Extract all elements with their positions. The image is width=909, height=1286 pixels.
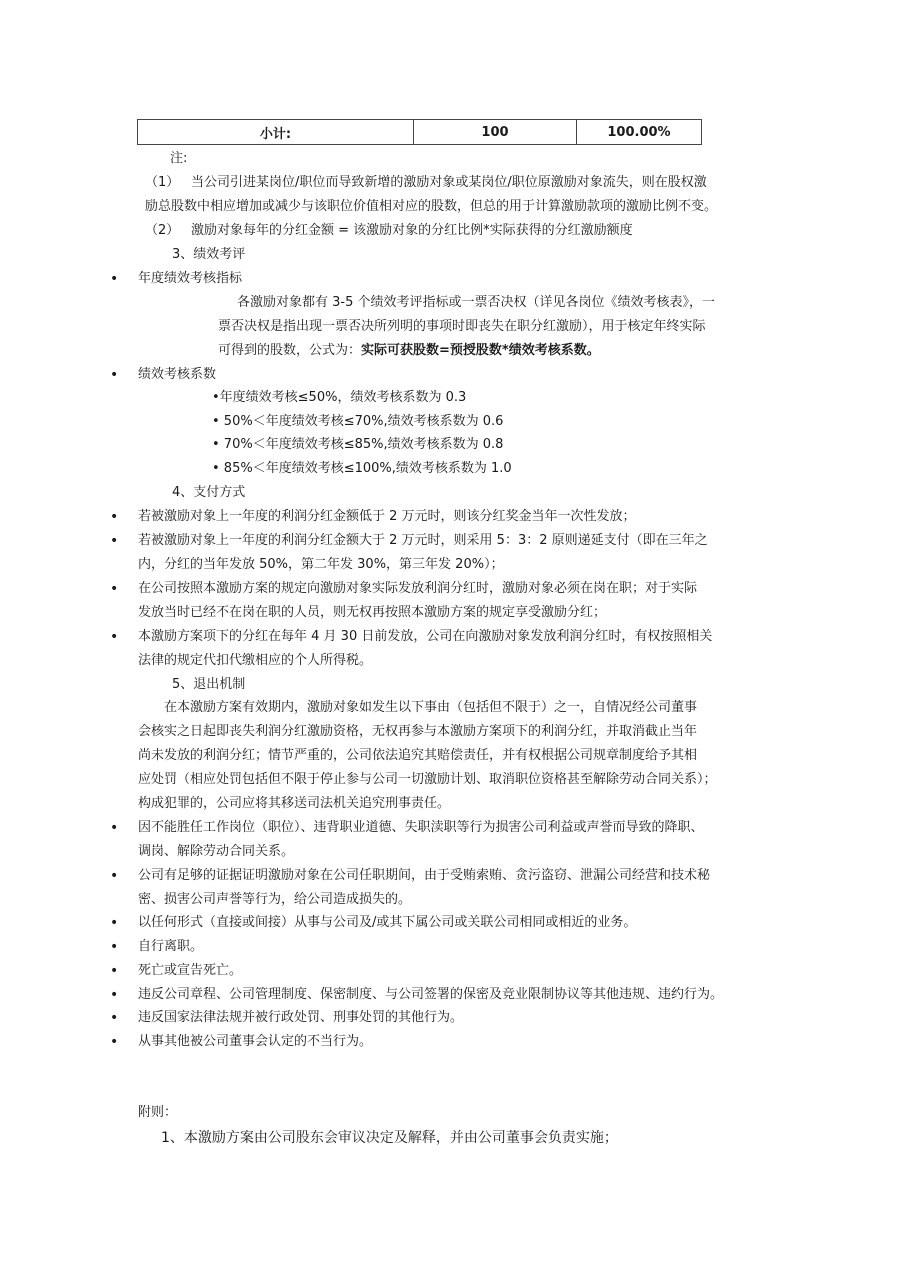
appendix-item-1: 1、本激励方案由公司股东会审议决定及解释，并由公司董事会负责实施； [161,1130,618,1146]
bullet-icon: • [110,868,119,884]
bullet-icon: • [110,987,119,1003]
section-3-title: 3、绩效考评 [172,247,246,262]
bullet-icon: • [110,915,119,931]
s5-bullet-5: 死亡或宣告死亡。 [138,963,243,978]
bullet-icon: • [110,367,119,383]
appendix-title: 附则： [138,1105,178,1120]
notes-heading: 注: [170,151,188,166]
bullet-icon: • [110,629,119,645]
s3-para-line-1: 各激励对象都有 3-5 个绩效考评指标或一票否决权（详见各岗位《绩效考核表》，一 [237,295,715,310]
s4-bullet-2-line-2: 内，分红的当年发放 50%，第二年发 30%，第三年发 20%）； [138,557,504,572]
coef-line-2: • 50%＜年度绩效考核≤70%,绩效考核系数为 0.6 [212,414,504,429]
bullet-icon: • [110,963,119,979]
s3-formula-bold: 实际可获股数=预授股数*绩效考核系数。 [361,343,600,358]
note-1-line-1: 当公司引进某岗位/职位而导致新增的激励对象或某岗位/职位原激励对象流失，则在股权激 [191,175,707,190]
table-row [138,120,702,145]
note-2-text: 激励对象每年的分红金额 = 该激励对象的分红比例*实际获得的分红激励额度 [191,223,633,238]
s4-bullet-3-line-2: 发放当时已经不在岗在职的人员，则无权再按照本激励方案的规定享受激励分红； [138,605,607,620]
s5-bullet-2-line-2: 密、损害公司声誉等行为，给公司造成损失的。 [138,892,412,907]
s5-bullet-3: 以任何形式（直接或间接）从事与公司及/或其下属公司或关联公司相同或相近的业务。 [138,915,637,930]
s5-bullet-2-line-1: 公司有足够的证据证明激励对象在公司任职期间，由于受贿索贿、贪污盗窃、泄漏公司经营和技术秘 [138,868,711,883]
bullet-icon: • [110,1010,119,1026]
s5-para-line-4: 应处罚（相应处罚包括但不限于停止参与公司一切激励计划、取消职位资格甚至解除劳动合同关系）； [138,772,717,787]
section-4-title: 4、支付方式 [172,485,246,500]
coef-line-1: •年度绩效考核≤50%，绩效考核系数为 0.3 [212,390,467,405]
s4-bullet-4-line-1: 本激励方案项下的分红在每年 4 月 30 日前发放，公司在向激励对象发放利润分红时，有权按照相关 [138,629,713,644]
note-1-line-2: 励总股数中相应增加或减少与该职位价值相对应的股数，但总的用于计算激励款项的激励比例不变。 [145,199,718,214]
s5-bullet-6: 违反公司章程、公司管理制度、保密制度、与公司签署的保密及竞业限制协议等其他违规、违约行为。 [138,987,724,1002]
coef-line-4: • 85%＜年度绩效考核≤100%,绩效考核系数为 1.0 [212,461,512,476]
subtotal-percent-cell: 100.00% [577,120,702,145]
section-5-title: 5、退出机制 [172,677,246,692]
s5-para-line-5: 构成犯罪的，公司应将其移送司法机关追究刑事责任。 [138,796,451,811]
summary-table [137,119,702,145]
s3-bullet-2: 绩效考核系数 [138,367,217,382]
bullet-icon: • [110,939,119,955]
subtotal-value-cell: 100 [414,120,577,145]
s5-bullet-1-line-2: 调岗、解除劳动合同关系。 [138,844,295,859]
s3-bullet-1: 年度绩效考核指标 [138,271,243,286]
note-2-number: （2） [145,223,180,238]
s5-bullet-1-line-1: 因不能胜任工作岗位（职位）、违背职业道德、失职渎职等行为损害公司利益或声誉而导致的降职、 [138,820,704,835]
bullet-icon: • [110,820,119,836]
s5-bullet-4: 自行离职。 [138,939,204,954]
s3-para-line-3 [218,342,600,360]
s5-bullet-8: 从事其他被公司董事会认定的不当行为。 [138,1034,373,1049]
s5-para-line-1: 在本激励方案有效期内，激励对象如发生以下事由（包括但不限于）之一，自情况经公司董事 [164,700,698,715]
coef-line-3: • 70%＜年度绩效考核≤85%,绩效考核系数为 0.8 [212,437,504,452]
subtotal-label-cell: 小计: [138,120,414,145]
s5-para-line-3: 尚未发放的利润分红；情节严重的，公司依法追究其赔偿责任，并有权根据公司规章制度给予其相 [138,748,698,763]
bullet-icon: • [110,533,119,549]
s4-bullet-1: 若被激励对象上一年度的利润分红金额低于 2 万元时，则该分红奖金当年一次性发放； [138,509,636,524]
s4-bullet-3-line-1: 在公司按照本激励方案的规定向激励对象实际发放利润分红时，激励对象必须在岗在职；对于实际 [138,581,698,596]
s5-para-line-2: 会核实之日起即丧失利润分红激励资格，无权再参与本激励方案项下的利润分红，并取消截止当年 [138,724,698,739]
s3-formula-prefix: 可得到的股数，公式为： [218,343,362,358]
note-1-number: （1） [145,175,180,190]
s3-para-line-2: 票否决权是指出现一票否决所列明的事项时即丧失在职分红激励），用于核定年终实际 [218,319,706,334]
s5-bullet-7: 违反国家法律法规并被行政处罚、刑事处罚的其他行为。 [138,1010,464,1025]
s4-bullet-4-line-2: 法律的规定代扣代缴相应的个人所得税。 [138,653,373,668]
bullet-icon: • [110,271,119,287]
s4-bullet-2-line-1: 若被激励对象上一年度的利润分红金额大于 2 万元时，则采用 5：3：2 原则递延支付（即在三年之 [138,533,708,548]
bullet-icon: • [110,581,119,597]
bullet-icon: • [110,1034,119,1050]
bullet-icon: • [110,509,119,525]
